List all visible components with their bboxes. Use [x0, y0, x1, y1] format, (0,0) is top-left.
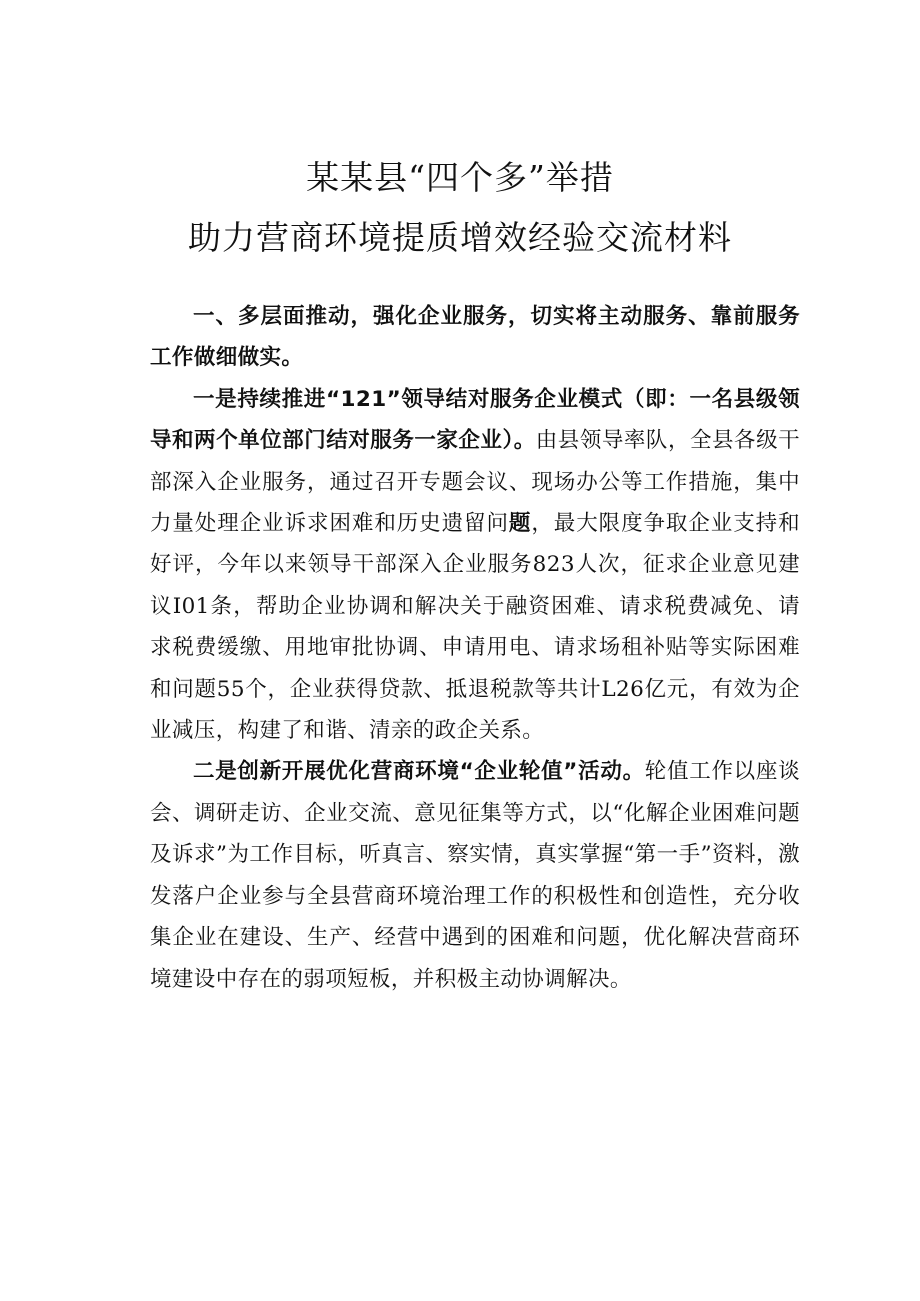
- paragraph-1-bold-char: 题: [508, 511, 532, 537]
- paragraph-2-body: 轮值工作以座谈会、调研走访、企业交流、意见征集等方式，以“化解企业困难问题及诉求”为工作目标，听真言、察实情，真实掌握“第一手”资料，激发落户企业参与全县营商环境治理工作的积极性和创造性，充分收集企业在建设、生产、经营中遇到的困难和问题，优化解决营商环境建设中存在的弱项短板，并积极主动协调解决。: [150, 759, 800, 992]
- document-title: [0, 148, 920, 268]
- paragraph-2: [150, 751, 800, 999]
- paragraph-1-lead: 一是持续推进“121”领导结对服务企业模式（即：一名县级领导和两个单位部门结对服务一家企业）。: [150, 386, 800, 454]
- title-line-2: 助力营商环境提质增效经验交流材料: [188, 218, 732, 257]
- section-heading-1: 一、多层面推动，强化企业服务，切实将主动服务、靠前服务工作做细做实。: [150, 304, 800, 371]
- paragraph-1-body-a: 由县领导率队，全县各级干部深入企业服务，通过召开专题会议、现场办公等工作措施，集中力量处理企业诉求困难和历史遗留问: [150, 428, 800, 537]
- paragraph-1-body-b: ，最大限度争取企业支持和好评，今年以来领导干部深入企业服务823人次，征求企业意见建议I01条，帮助企业协调和解决关于融资困难、请求税费减免、请求税费缓缴、用地审批协调、申请用电、请求场租补贴等实际困难和问题55个，企业获得贷款、抵退税款等共计L26亿元，有效为企业减压，构建了和谐、清亲的政企关系。: [150, 511, 800, 744]
- paragraph-1: [150, 379, 800, 752]
- paragraph-2-lead: 二是创新开展优化营商环境“企业轮值”活动。: [193, 759, 645, 785]
- document-body: [150, 296, 800, 1000]
- title-line-1: 某某县“四个多”举措: [306, 158, 614, 197]
